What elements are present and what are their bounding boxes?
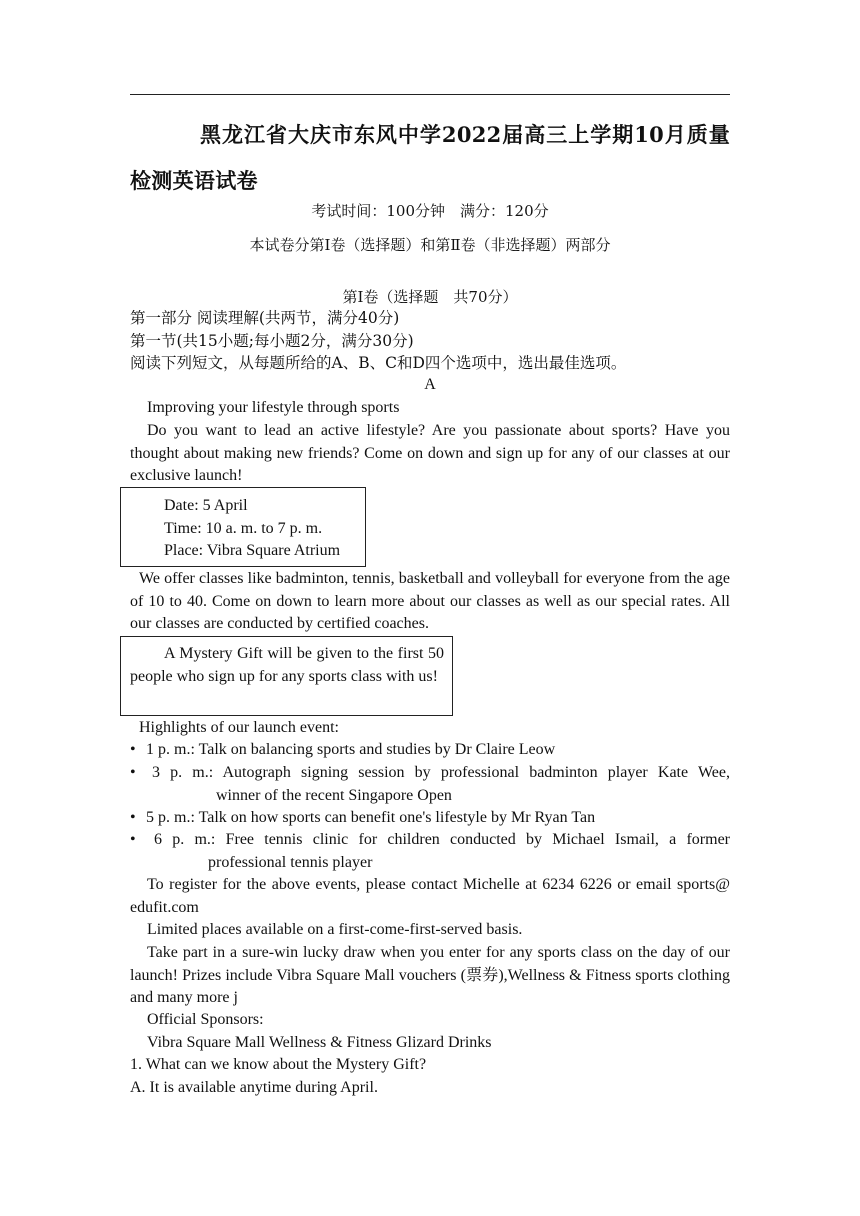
event-time: Time: 10 a. m. to 7 p. m. <box>164 519 323 537</box>
event-info-box <box>120 487 366 567</box>
sponsors-list: Vibra Square Mall Wellness & Fitness Glizard Drinks <box>147 1034 492 1051</box>
sponsors-heading: Official Sponsors: <box>147 1011 264 1028</box>
bullet-icon: • <box>130 831 136 848</box>
passage-intro: Do you want to lead an active lifestyle? Are you passionate about sports? Have you thought about making new friends? Come on down and sign up for any of our classes at our exclusive launch! <box>130 422 730 484</box>
highlight-item <box>130 739 730 762</box>
top-rule <box>130 94 730 95</box>
bullet-icon: • <box>130 764 136 781</box>
highlight-text: 3 p. m.: Autograph signing session by professional badminton player Kate Wee, <box>152 764 730 781</box>
paper-structure: 本试卷分第Ⅰ卷（选择题）和第Ⅱ卷（非选择题）两部分 <box>249 236 611 254</box>
mystery-gift-box <box>120 636 453 716</box>
register-paragraph: To register for the above events, please contact Michelle at 6234 6226 or email sports@ edufit.com <box>130 876 730 916</box>
mystery-gift-text: A Mystery Gift will be given to the first 50 people who sign up for any sports class with us! <box>130 645 444 685</box>
highlight-text-continued: professional tennis player <box>208 853 373 871</box>
highlight-item <box>130 807 730 830</box>
passage-letter: A <box>424 376 436 393</box>
event-date: Date: 5 April <box>164 497 248 514</box>
highlight-text: 6 p. m.: Free tennis clinic for children conducted by Michael Ismail, a former <box>154 831 730 848</box>
section-heading: 第Ⅰ卷（选择题 共70分） <box>342 288 518 306</box>
exam-info: 考试时间：100分钟 满分：120分 <box>311 202 549 220</box>
question-1-option-a: A. It is available anytime during April. <box>130 1079 378 1096</box>
bullet-icon: • <box>130 809 136 826</box>
highlight-text: 5 p. m.: Talk on how sports can benefit one's lifestyle by Mr Ryan Tan <box>146 809 596 826</box>
document-title: 黑龙江省大庆市东风中学2022届高三上学期10月质量检测英语试卷 <box>130 122 730 193</box>
lucky-draw-paragraph: Take part in a sure-win lucky draw when you enter for any sports class on the day of our launch! Prizes include Vibra Square Mall vouchers (票券),Wellness & Fitness sports clothing and many more j <box>130 944 730 1006</box>
sub-heading: 第一节(共15小题;每小题2分，满分30分) <box>130 332 414 350</box>
instruction: 阅读下列短文，从每题所给的A、B、C和D四个选项中，选出最佳选项。 <box>130 354 627 372</box>
highlight-item <box>130 762 730 807</box>
question-1: 1. What can we know about the Mystery Gift? <box>130 1056 427 1073</box>
event-place: Place: Vibra Square Atrium <box>164 542 341 559</box>
classes-paragraph: We offer classes like badminton, tennis, basketball and volleyball for everyone from the age of 10 to 40. Come on down to learn more about our classes as well as our special rates. All our classes are conducted by certified coaches. <box>130 570 730 632</box>
limited-places: Limited places available on a first-come-first-served basis. <box>147 921 523 938</box>
part-heading: 第一部分 阅读理解(共两节，满分40分) <box>130 309 400 327</box>
highlight-text: 1 p. m.: Talk on balancing sports and studies by Dr Claire Leow <box>146 741 556 758</box>
passage-title: Improving your lifestyle through sports <box>147 399 400 416</box>
bullet-icon: • <box>130 741 136 758</box>
highlight-item <box>130 829 730 874</box>
highlight-text-continued: winner of the recent Singapore Open <box>216 786 452 804</box>
highlights-heading: Highlights of our launch event: <box>139 719 339 736</box>
